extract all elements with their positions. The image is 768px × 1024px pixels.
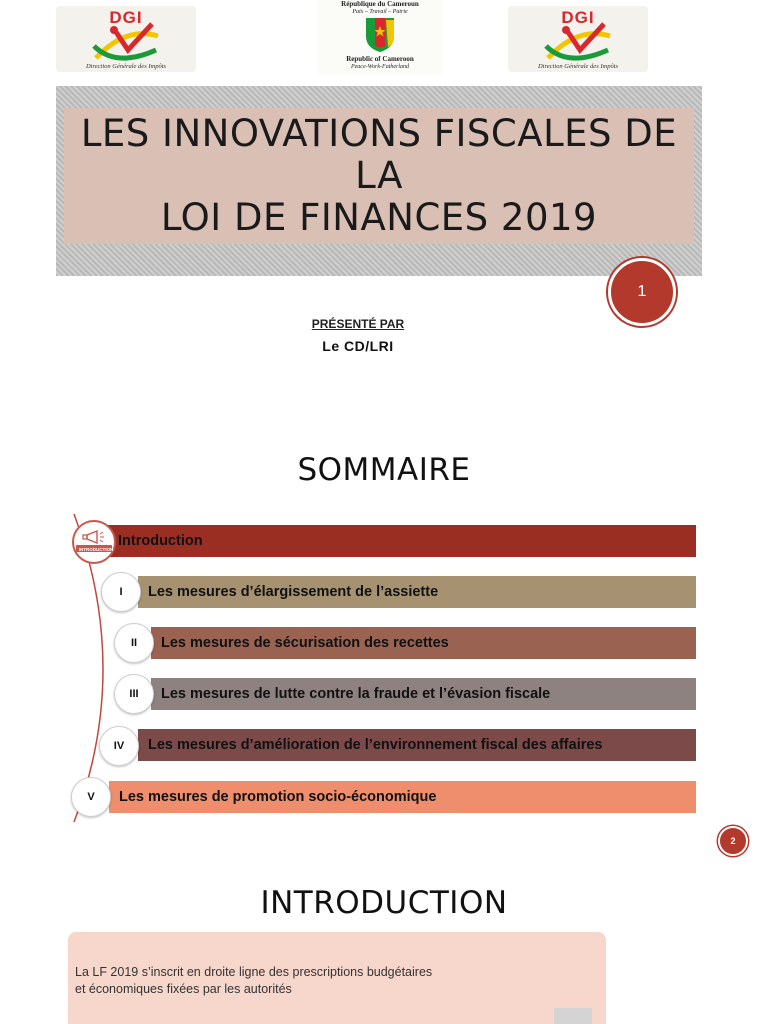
summary-item-5[interactable] xyxy=(109,781,696,813)
summary-item-1[interactable] xyxy=(138,576,696,608)
dgi-brand-text: DGI xyxy=(561,8,595,27)
cameroon-coat-of-arms xyxy=(318,0,442,74)
republic-fr: République du Cameroun xyxy=(341,0,419,8)
republic-en: Republic of Cameroon xyxy=(346,55,414,63)
introduction-text xyxy=(75,964,535,998)
dgi-caption: Direction Générale des Impôts xyxy=(537,63,619,70)
summary-item-label: Les mesures de sécurisation des recettes xyxy=(161,635,449,651)
title-line-1: LES INNOVATIONS FISCALES DE LA xyxy=(80,112,678,197)
summary-item-4[interactable] xyxy=(138,729,696,761)
summary-number-1: I xyxy=(101,572,141,612)
presented-by-label: PRÉSENTÉ PAR xyxy=(311,317,405,331)
page-number-badge: 1 xyxy=(608,258,676,326)
summary-number-4: IV xyxy=(99,726,139,766)
presenter-name: Le CD/LRI xyxy=(322,338,394,354)
summary-number-2: II xyxy=(114,623,154,663)
introduction-icon xyxy=(72,520,116,564)
introduction-title: INTRODUCTION xyxy=(260,885,508,921)
summary-item-label: Les mesures de promotion socio-économique xyxy=(119,789,437,805)
title-band xyxy=(56,86,702,276)
dgi-logo-right xyxy=(508,6,648,72)
summary-item-2[interactable] xyxy=(151,627,696,659)
shield-icon xyxy=(364,16,396,54)
introduction-text-line-1: La LF 2019 s’inscrit en droite ligne des prescriptions budgétaires xyxy=(75,965,433,979)
summary-item-3[interactable] xyxy=(151,678,696,710)
title-panel xyxy=(64,108,694,244)
summary-number-5: V xyxy=(71,777,111,817)
title-line-2: LOI DE FINANCES 2019 xyxy=(160,196,598,239)
dgi-caption: Direction Générale des Impôts xyxy=(85,63,167,70)
megaphone-icon xyxy=(75,523,113,561)
title-slide xyxy=(0,0,768,430)
summary-number-3: III xyxy=(114,674,154,714)
summary-item-introduction[interactable] xyxy=(108,525,696,557)
motto-en: Peace-Work-Fatherland xyxy=(350,64,410,70)
summary-item-label: Les mesures d’amélioration de l’environnement fiscal des affaires xyxy=(148,737,603,753)
page-number-badge: 2 xyxy=(718,826,748,856)
placeholder-block xyxy=(554,1008,592,1024)
summary-item-label: Introduction xyxy=(118,533,203,549)
summary-item-label: Les mesures de lutte contre la fraude et l’évasion fiscale xyxy=(161,686,551,702)
dgi-logo-left xyxy=(56,6,196,72)
motto-fr: Paix – Travail – Patrie xyxy=(352,9,408,15)
slide-title xyxy=(64,113,694,239)
introduction-icon-label: INTRODUCTION xyxy=(78,547,114,552)
introduction-text-line-2: et économiques fixées par les autorités xyxy=(75,982,292,996)
dgi-brand-text: DGI xyxy=(109,8,143,27)
summary-item-label: Les mesures d’élargissement de l’assiette xyxy=(148,584,439,600)
summary-title: SOMMAIRE xyxy=(297,452,471,488)
